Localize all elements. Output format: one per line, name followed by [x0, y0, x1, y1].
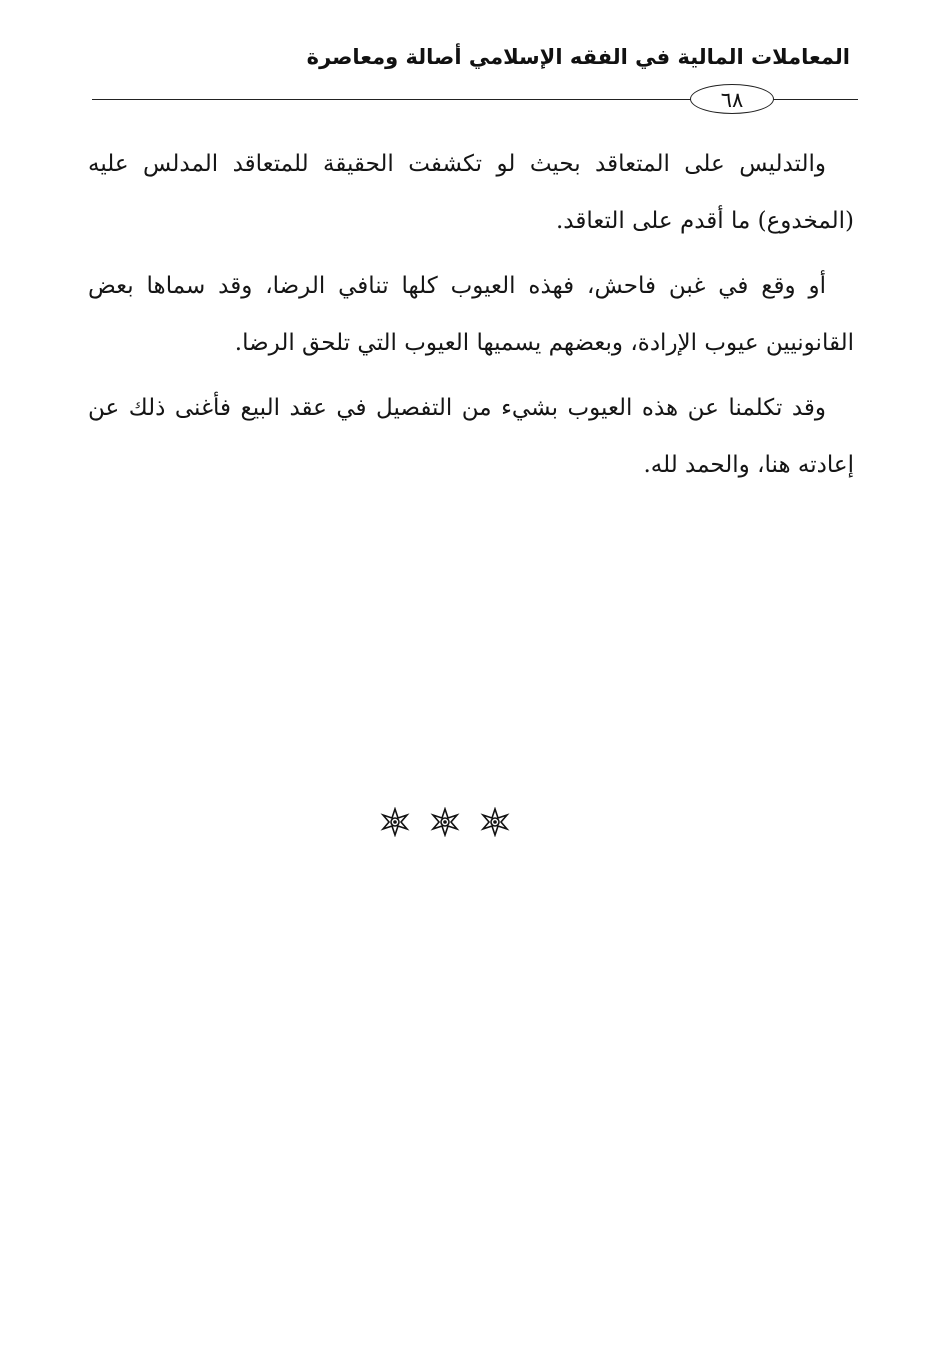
page-number-badge: ٦٨: [690, 84, 774, 114]
section-end-ornaments: [380, 806, 510, 838]
star-flower-icon: [480, 807, 510, 837]
star-flower-icon: [430, 807, 460, 837]
paragraph-3: وقد تكلمنا عن هذه العيوب بشيء من التفصيل في عقد البيع فأغنى ذلك عن إعادته هنا، والحمد لله.: [88, 395, 854, 478]
star-flower-icon: [380, 807, 410, 837]
paragraph-2: أو وقع في غبن فاحش، فهذه العيوب كلها تنافي الرضا، وقد سماها بعض القانونيين عيوب الإرادة، وبعضهم يسميها العيوب التي تلحق الرضا.: [88, 273, 854, 356]
paragraph-1: والتدليس على المتعاقد بحيث لو تكشفت الحقيقة للمتعاقد المدلس عليه (المخدوع) ما أقدم على التعاقد.: [88, 151, 854, 234]
body-text: [88, 136, 854, 502]
running-header-title: المعاملات المالية في الفقه الإسلامي أصالة ومعاصرة: [306, 45, 850, 69]
